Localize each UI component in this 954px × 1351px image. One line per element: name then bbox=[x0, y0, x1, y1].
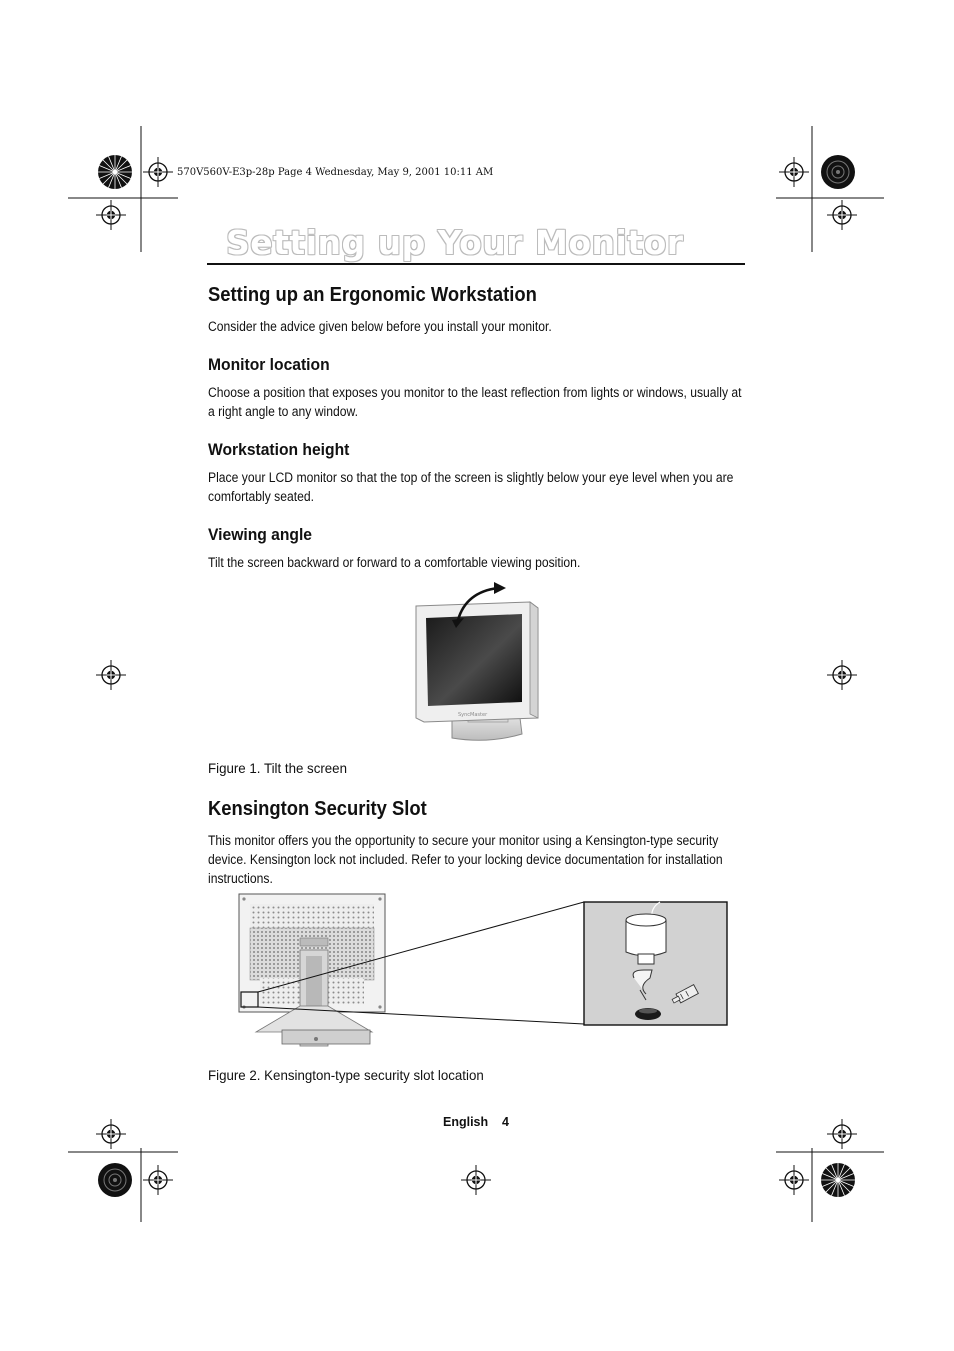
section-heading-kensington: Kensington Security Slot bbox=[208, 798, 427, 820]
subheading-monitor-location: Monitor location bbox=[208, 355, 330, 374]
ergonomic-intro: Consider the advice given below before you install your monitor. bbox=[208, 319, 552, 334]
kensington-text: This monitor offers you the opportunity to secure your monitor using a Kensington-type security device. Kensington lock not included. Refer to your locking device documentation for installation instructions. bbox=[208, 833, 723, 886]
viewing-angle-text: Tilt the screen backward or forward to a comfortable viewing position. bbox=[208, 555, 581, 570]
monitor-brand-text: SyncMaster bbox=[458, 712, 488, 718]
title-rule bbox=[207, 263, 745, 265]
kensington-lock-inset bbox=[584, 902, 727, 1025]
monitor-brand-label bbox=[458, 712, 488, 718]
workstation-height-text: Place your LCD monitor so that the top of the screen is slightly below your eye level when you are comfortably seated. bbox=[208, 470, 734, 504]
chapter-title: Setting up Your Monitor bbox=[226, 223, 684, 262]
figure-tilt-monitor bbox=[408, 578, 544, 746]
monitor-location-text: Choose a position that exposes you monitor to the least reflection from lights or windows, usually at a right angle to any window. bbox=[208, 385, 742, 419]
footer-language: English bbox=[443, 1115, 489, 1129]
figure-2-caption: Figure 2. Kensington-type security slot location bbox=[208, 1067, 484, 1083]
figure-1-caption: Figure 1. Tilt the screen bbox=[208, 760, 347, 776]
section-heading-ergonomic: Setting up an Ergonomic Workstation bbox=[208, 284, 537, 306]
subheading-viewing-angle: Viewing angle bbox=[208, 525, 313, 544]
figure-kensington-slot bbox=[236, 890, 732, 1050]
subheading-workstation-height: Workstation height bbox=[208, 440, 350, 459]
print-slug-line: 570V560V-E3p-28p Page 4 Wednesday, May 9, 2001 10:11 AM bbox=[177, 167, 494, 178]
monitor-rear-view bbox=[239, 894, 385, 1046]
footer-page-number: 4 bbox=[502, 1115, 509, 1129]
